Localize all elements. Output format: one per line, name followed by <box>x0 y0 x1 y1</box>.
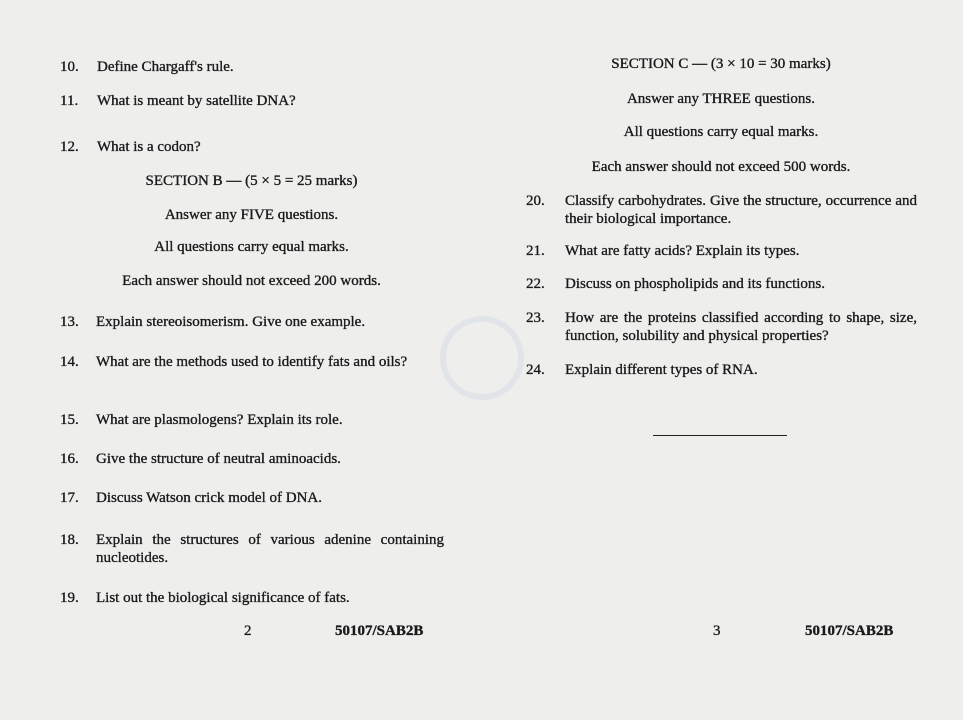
question-number: 17. <box>60 490 79 506</box>
question-text: What is meant by satellite DNA? <box>97 93 296 109</box>
paper-code: 50107/SAB2B <box>805 623 894 639</box>
question-number: 13. <box>60 314 79 330</box>
question-text: Define Chargaff's rule. <box>97 59 234 75</box>
section-b-instruction: All questions carry equal marks. <box>154 239 349 255</box>
watermark-seal <box>440 316 524 400</box>
question-text: How are the proteins classified according to shape, size, function, solubility and physical properties? <box>565 310 917 344</box>
question-text: Discuss Watson crick model of DNA. <box>96 490 322 506</box>
paper-code: 50107/SAB2B <box>335 623 424 639</box>
question-number: 15. <box>60 412 79 428</box>
question-number: 12. <box>60 139 79 155</box>
question-number: 19. <box>60 590 79 606</box>
section-c-instruction: Each answer should not exceed 500 words. <box>591 159 851 175</box>
question-text: List out the biological significance of fats. <box>96 590 350 606</box>
question-text: Give the structure of neutral aminoacids. <box>96 451 341 467</box>
question-number: 11. <box>60 93 79 109</box>
section-b-title: SECTION B — (5 × 5 = 25 marks) <box>145 173 358 189</box>
question-text: Explain the structures of various adenine containing nucleotides. <box>96 532 444 566</box>
question-number: 18. <box>60 532 79 548</box>
section-c-instruction: All questions carry equal marks. <box>623 124 819 140</box>
question-number: 24. <box>526 362 545 378</box>
question-number: 14. <box>60 354 79 370</box>
question-text: Explain different types of RNA. <box>565 362 758 378</box>
section-c-title: SECTION C — (3 × 10 = 30 marks) <box>611 56 831 72</box>
question-number: 16. <box>60 451 79 467</box>
question-text: What is a codon? <box>97 139 201 155</box>
question-number: 23. <box>526 310 545 326</box>
question-text: Classify carbohydrates. Give the structure, occurrence and their biological importance. <box>565 193 917 227</box>
question-text: What are plasmologens? Explain its role. <box>96 412 343 428</box>
question-text: Explain stereoisomerism. Give one example. <box>96 314 366 330</box>
question-text: Discuss on phospholipids and its functions. <box>565 276 826 292</box>
question-number: 10. <box>60 59 79 75</box>
page-number: 3 <box>713 623 721 639</box>
end-rule <box>653 435 787 436</box>
page-number: 2 <box>244 623 252 639</box>
question-number: 20. <box>526 193 545 209</box>
question-text: What are fatty acids? Explain its types. <box>565 243 800 259</box>
section-c-instruction: Answer any THREE questions. <box>626 91 816 107</box>
section-b-instruction: Answer any FIVE questions. <box>164 207 339 223</box>
question-number: 22. <box>526 276 545 292</box>
question-text: What are the methods used to identify fats and oils? <box>96 354 408 370</box>
section-b-instruction: Each answer should not exceed 200 words. <box>122 273 381 289</box>
question-number: 21. <box>526 243 545 259</box>
